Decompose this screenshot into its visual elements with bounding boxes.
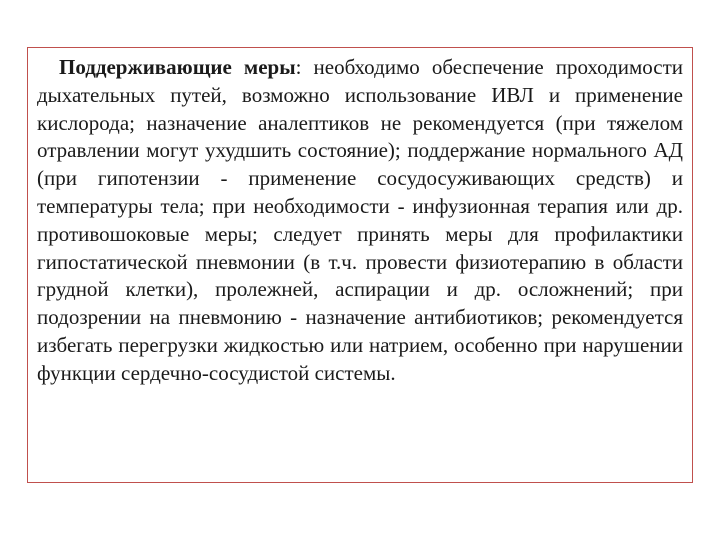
lead-term: Поддерживающие меры <box>59 55 296 79</box>
body-text: : необходимо обеспечение проходимости дыхательных путей, возможно использование ИВЛ и применение кислорода; назначение аналептиков не рекомендуется (при тяжелом отравлении могут ухудшить состояние); поддержание нормального АД (при гипотензии - применение сосудосуживающих средств) и температуры тела; при необходимости - инфузионная терапия или др. противошоковые меры; следует принять меры для профилактики гипостатической пневмонии (в т.ч. провести физиотерапию в области грудной клетки), пролежней, аспирации и др. осложнений; при подозрении на пневмонию - назначение антибиотиков; рекомендуется избегать перегрузки жидкостью или натрием, особенно при нарушении функции сердечно-сосудистой системы. <box>37 55 684 385</box>
text-box <box>27 47 693 483</box>
body-paragraph <box>37 54 683 388</box>
